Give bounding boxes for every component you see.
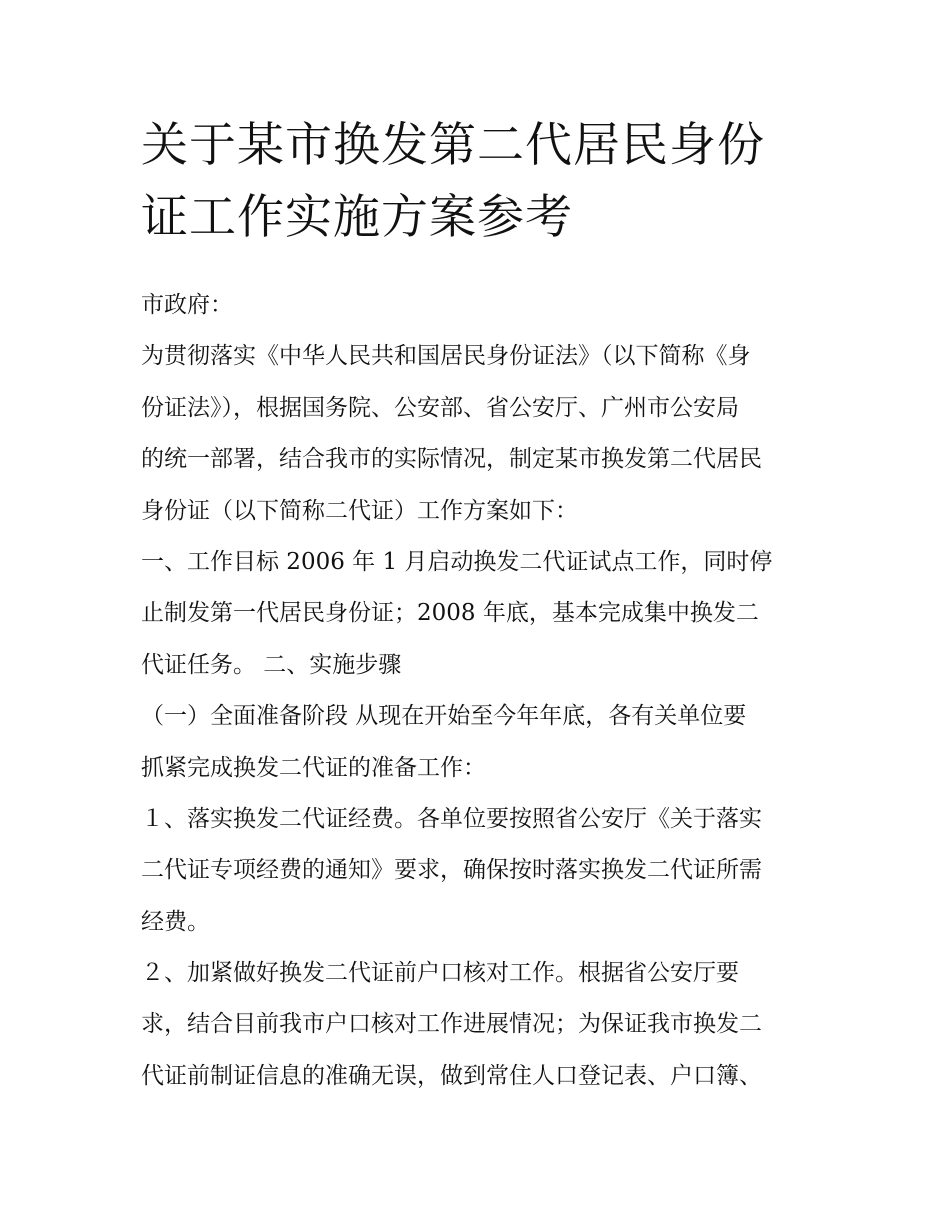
body-line: 的统一部署，结合我市的实际情况，制定某市换发第二代居民	[141, 446, 762, 473]
document-title	[141, 110, 821, 254]
body-line: （一）全面准备阶段 从现在开始至今年年底，各有关单位要	[141, 703, 747, 730]
body-line: １、落实换发二代证经费。各单位要按照省公安厅《关于落实	[141, 805, 762, 832]
document-body	[141, 280, 821, 1102]
body-line: 为贯彻落实《中华人民共和国居民身份证法》（以下简称《身	[141, 343, 751, 370]
body-line: 一、工作目标 2006 年 1 月启动换发二代证试点工作，同时停	[141, 548, 773, 575]
body-line: 经费。	[141, 908, 210, 935]
body-line: 求，结合目前我市户口核对工作进展情况；为保证我市换发二	[141, 1011, 762, 1038]
body-line: 身份证（以下简称二代证）工作方案如下：	[141, 497, 578, 524]
body-line: ２、加紧做好换发二代证前户口核对工作。根据省公安厅要	[141, 960, 739, 987]
body-line: 抓紧完成换发二代证的准备工作：	[141, 754, 486, 781]
body-line: 代证任务。 二、实施步骤	[141, 651, 402, 678]
body-line: 止制发第一代居民身份证；2008 年底，基本完成集中换发二	[141, 600, 759, 627]
body-line: 份证法》），根据国务院、公安部、省公安厅、广州市公安局	[141, 394, 739, 421]
body-line: 代证前制证信息的准确无误，做到常住人口登记表、户口簿、	[141, 1062, 762, 1089]
title-line-2: 证工作实施方案参考	[141, 190, 573, 245]
body-line: 二代证专项经费的通知》要求，确保按时落实换发二代证所需	[141, 857, 762, 884]
title-line-1: 关于某市换发第二代居民身份	[141, 118, 765, 173]
salutation: 市政府：	[141, 292, 233, 318]
